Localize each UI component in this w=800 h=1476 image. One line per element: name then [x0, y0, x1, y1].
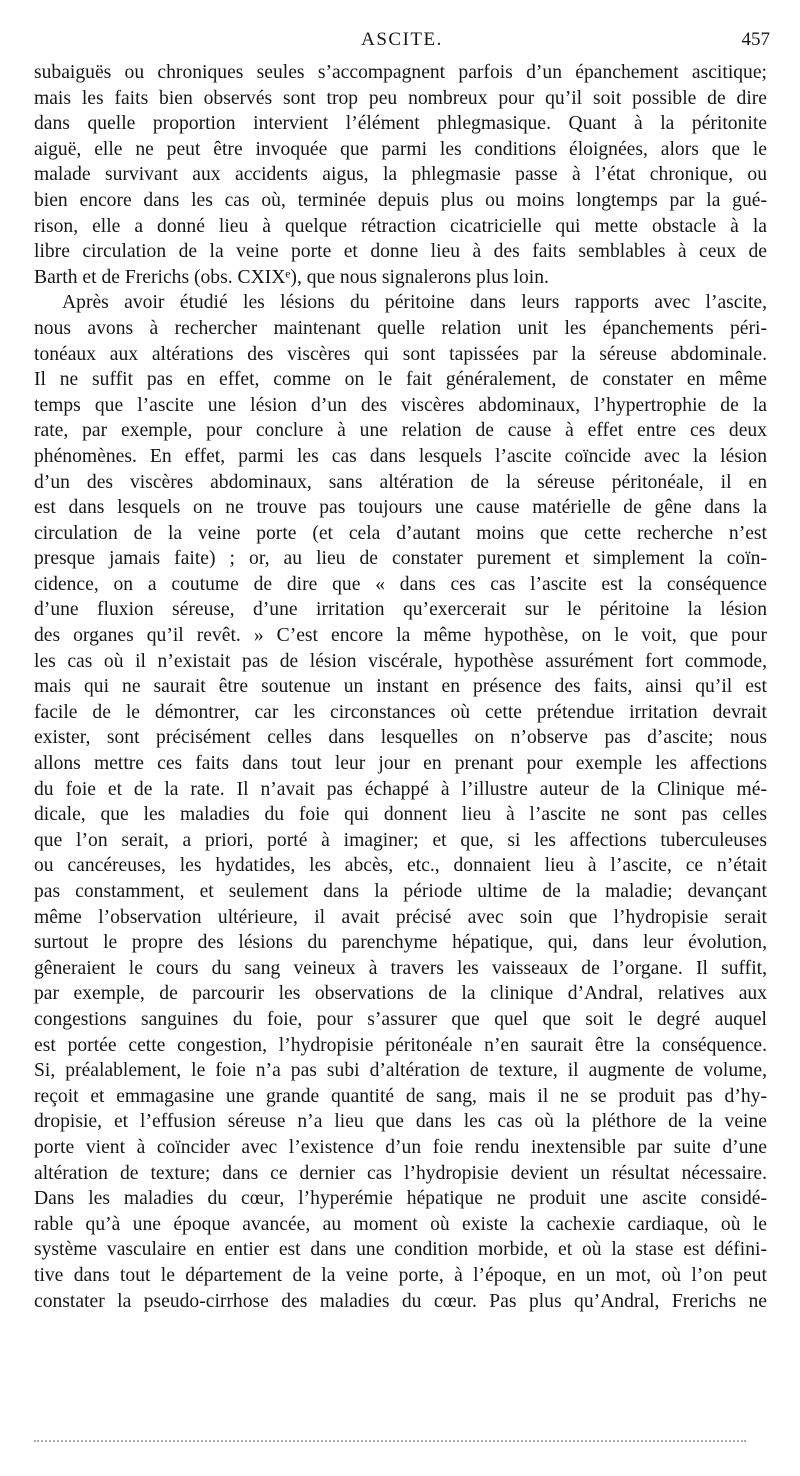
text-line: altération de texture; dans ce dernier cas l’hydropisie devient un résultat nécessaire.	[34, 1162, 767, 1184]
text-line: porte vient à coïncider avec l’existence d’un foie rendu inextensible par suite d’une	[34, 1136, 767, 1158]
text-line: bien encore dans les cas où, terminée depuis plus ou moins longtemps par la gué-	[34, 189, 767, 211]
footer-dotted-rule	[34, 1440, 746, 1442]
text-line: est portée cette congestion, l’hydropisie péritonéale n’en saurait être la conséquence.	[34, 1034, 767, 1056]
text-line: tonéaux aux altérations des viscères qui sont tapissées par la séreuse abdominale.	[34, 343, 767, 365]
text-line: rison, elle a donné lieu à quelque rétraction cicatricielle qui mette obstacle à la	[34, 215, 767, 237]
running-title: ASCITE.	[361, 29, 443, 50]
text-line: gêneraient le cours du sang veineux à travers les vaisseaux de l’organe. Il suffit,	[34, 957, 767, 979]
text-line: système vasculaire en entier est dans une condition morbide, et où la stase est défini-	[34, 1239, 767, 1261]
text-line: reçoit et emmagasine une grande quantité de sang, mais il ne se produit pas d’hy-	[34, 1085, 767, 1107]
text-line: circulation de la veine porte (et cela d’autant moins que cette recherche n’est	[34, 522, 767, 544]
text-line: allons mettre ces faits dans tout leur jour en prenant pour exemple les affections	[34, 753, 767, 775]
text-line: rate, par exemple, pour conclure à une relation de cause à effet entre ces deux	[34, 420, 767, 442]
text-line: phénomènes. En effet, parmi les cas dans lesquels l’ascite coïncide avec la lésion	[34, 445, 767, 467]
paragraph-end-line: Barth et de Frerichs (obs. CXIXᵉ), que nous signalerons plus loin.	[34, 266, 549, 288]
text-line: exister, sont précisément celles dans lesquelles on n’observe pas d’ascite; nous	[34, 727, 767, 749]
text-line: dicale, que les maladies du foie qui donnent lieu à l’ascite ne sont pas celles	[34, 804, 767, 826]
text-line: surtout le propre des lésions du parenchyme hépatique, qui, dans leur évolution,	[34, 932, 767, 954]
text-line: subaiguës ou chroniques seules s’accompagnent parfois d’un épanchement ascitique;	[34, 62, 767, 83]
text-line: libre circulation de la veine porte et donne lieu à des faits semblables à ceux de	[34, 241, 767, 263]
text-line: congestions sanguines du foie, pour s’assurer que quel que soit le degré auquel	[34, 1008, 767, 1030]
text-line: par exemple, de parcourir les observations de la clinique d’Andral, relatives aux	[34, 983, 767, 1005]
text-line: pas constamment, et seulement dans la période ultime de la maladie; devançant	[34, 881, 767, 902]
text-line: est dans lesquels on ne trouve pas toujours une cause matérielle de gêne dans la	[34, 497, 767, 519]
text-line: d’un des viscères abdominaux, sans altération de la séreuse péritonéale, il en	[34, 471, 767, 493]
page-number: 457	[741, 29, 770, 50]
text-line: aiguë, elle ne peut être invoquée que parmi les conditions éloignées, alors que le	[34, 138, 767, 160]
text-line: malade survivant aux accidents aigus, la phlegmasie passe à l’état chronique, ou	[34, 164, 767, 186]
text-line: facile de le démontrer, car les circonstances où cette prétendue irritation devrait	[34, 701, 767, 723]
page-header	[34, 28, 770, 52]
text-line: les cas où il n’existait pas de lésion viscérale, hypothèse assurément fort commode,	[34, 650, 767, 672]
text-line: rable qu’à une époque avancée, au moment où existe la cachexie cardiaque, où le	[34, 1213, 767, 1235]
paragraph-start-line: Après avoir étudié les lésions du péritoine dans leurs rapports avec l’ascite,	[62, 292, 767, 314]
text-line: dans quelle proportion intervient l’élément phlegmasique. Quant à la péritonite	[34, 113, 767, 135]
text-line: temps que l’ascite une lésion d’un des viscères abdominaux, l’hypertrophie de la	[34, 394, 767, 416]
text-line: cidence, on a coutume de dire que « dans ces cas l’ascite est la conséquence	[34, 573, 767, 595]
text-line: que l’on serait, a priori, porté à imaginer; et que, si les affections tuberculeuses	[34, 829, 767, 851]
text-line: mais qui ne saurait être soutenue un instant en présence des faits, ainsi qu’il est	[34, 676, 767, 698]
text-line: tive dans tout le département de la veine porte, à l’époque, en un mot, où l’on peut	[34, 1264, 767, 1286]
text-line: Dans les maladies du cœur, l’hyperémie hépatique ne produit une ascite considé-	[34, 1188, 767, 1210]
text-line: constater la pseudo-cirrhose des maladies du cœur. Pas plus qu’Andral, Frerichs ne	[34, 1290, 767, 1312]
body-text	[34, 60, 767, 1314]
text-line: presque jamais faite) ; or, au lieu de constater purement et simplement la coïn-	[34, 548, 767, 570]
text-line: dropisie, et l’effusion séreuse n’a lieu que dans les cas où la pléthore de la veine	[34, 1111, 767, 1133]
text-line: du foie et de la rate. Il n’avait pas échappé à l’illustre auteur de la Clinique mé-	[34, 778, 767, 800]
text-line: même l’observation ultérieure, il avait précisé avec soin que l’hydropisie serait	[34, 906, 767, 928]
text-line: des organes qu’il revêt. » C’est encore la même hypothèse, on le voit, que pour	[34, 625, 767, 647]
text-line: Il ne suffit pas en effet, comme on le fait généralement, de constater en même	[34, 369, 767, 391]
text-line: nous avons à rechercher maintenant quelle relation unit les épanchements péri-	[34, 317, 767, 339]
text-line: Si, préalablement, le foie n’a pas subi d’altération de texture, il augmente de volume,	[34, 1060, 767, 1082]
text-line: mais les faits bien observés sont trop peu nombreux pour qu’il soit possible de dire	[34, 87, 767, 109]
text-line: ou cancéreuses, les hydatides, les abcès, etc., donnaient lieu à l’ascite, ce n’était	[34, 855, 767, 877]
text-line: d’une fluxion séreuse, d’une irritation qu’exercerait sur le péritoine la lésion	[34, 599, 767, 621]
